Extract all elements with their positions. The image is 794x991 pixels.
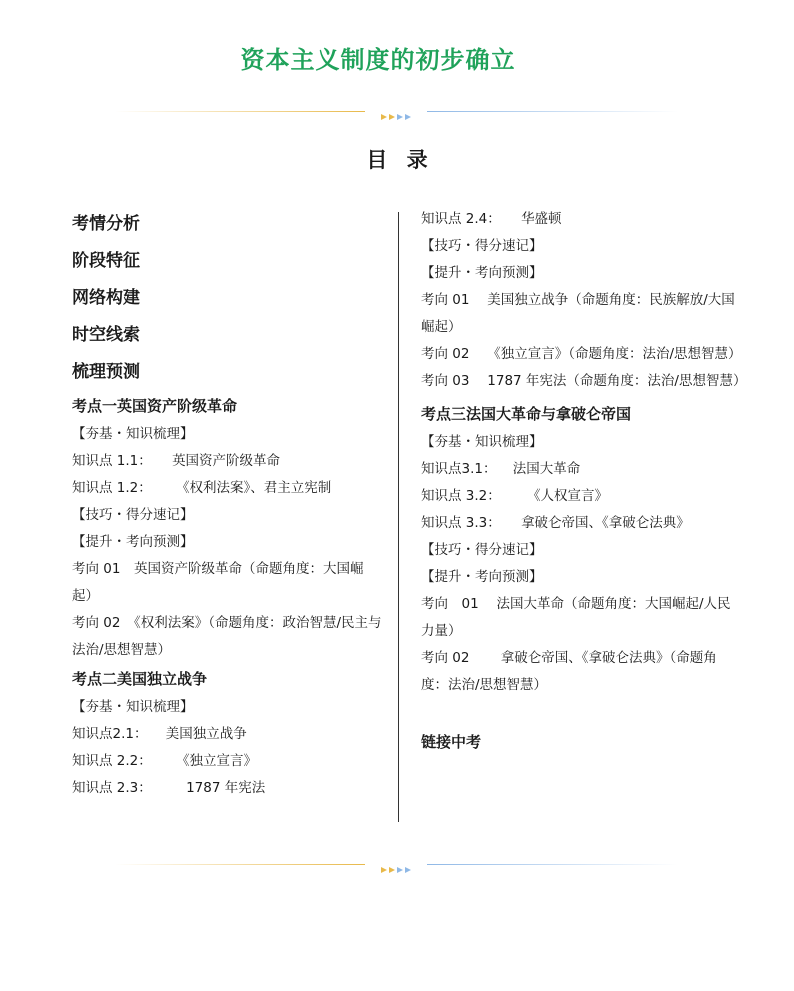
toc-knowledge-item[interactable]: 知识点2.1： 美国独立战争 <box>72 726 247 742</box>
arrow-ornament-icon <box>371 107 421 117</box>
toc-point-heading[interactable]: 考点一英国资产阶级革命 <box>72 397 238 415</box>
toc-section[interactable]: 考情分析 <box>72 214 140 234</box>
toc-subheading[interactable]: 【提升・考向预测】 <box>72 534 194 550</box>
toc-left-column <box>72 206 382 802</box>
toc-section[interactable]: 网络构建 <box>72 288 140 308</box>
toc-subheading[interactable]: 【夯基・知识梳理】 <box>72 426 194 442</box>
toc-subheading[interactable]: 【夯基・知识梳理】 <box>421 434 543 450</box>
toc-subheading[interactable]: 【提升・考向预测】 <box>421 569 543 585</box>
toc-section[interactable]: 梳理预测 <box>72 362 140 382</box>
toc-subheading[interactable]: 【技巧・得分速记】 <box>72 507 194 523</box>
toc-subheading[interactable]: 【夯基・知识梳理】 <box>72 699 194 715</box>
toc-subheading[interactable]: 【提升・考向预测】 <box>421 265 543 281</box>
toc-heading: 目 录 <box>366 148 434 172</box>
toc-direction-item[interactable]: 考向 02 拿破仑帝国、《拿破仑法典》（命题角度：法治/思想智慧） <box>421 650 717 693</box>
toc-knowledge-item[interactable]: 知识点3.1： 法国大革命 <box>421 461 581 477</box>
toc-section[interactable]: 时空线索 <box>72 325 140 345</box>
toc-direction-item[interactable]: 考向 01 法国大革命（命题角度：大国崛起/人民力量） <box>421 596 731 639</box>
toc-knowledge-item[interactable]: 知识点 1.2： 《权利法案》、君主立宪制 <box>72 480 332 496</box>
toc-knowledge-item[interactable]: 知识点 2.2： 《独立宣言》 <box>72 753 258 769</box>
ornamental-divider-bottom <box>115 860 678 870</box>
toc-point-heading[interactable]: 考点二美国独立战争 <box>72 670 208 688</box>
toc-knowledge-item[interactable]: 知识点 3.2： 《人权宣言》 <box>421 488 609 504</box>
toc-right-column <box>421 206 747 757</box>
toc-link-heading[interactable]: 链接中考 <box>421 733 482 751</box>
toc-subheading[interactable]: 【技巧・得分速记】 <box>421 238 543 254</box>
ornamental-divider-top <box>115 107 678 117</box>
toc-section[interactable]: 阶段特征 <box>72 251 140 271</box>
toc-direction-item[interactable]: 考向 01 美国独立战争（命题角度：民族解放/大国崛起） <box>421 292 735 335</box>
toc-direction-item[interactable]: 考向 03 1787 年宪法（命题角度：法治/思想智慧） <box>421 373 747 389</box>
toc-subheading[interactable]: 【技巧・得分速记】 <box>421 542 543 558</box>
column-divider <box>398 212 399 822</box>
toc-knowledge-item[interactable]: 知识点 1.1： 英国资产阶级革命 <box>72 453 281 469</box>
toc-knowledge-item[interactable]: 知识点 3.3： 拿破仑帝国、《拿破仑法典》 <box>421 515 690 531</box>
toc-direction-item[interactable]: 考向 02 《权利法案》（命题角度：政治智慧/民主与法治/思想智慧） <box>72 615 382 658</box>
toc-knowledge-item[interactable]: 知识点 2.3： 1787 年宪法 <box>72 780 266 796</box>
toc-point-heading[interactable]: 考点三法国大革命与拿破仑帝国 <box>421 405 632 423</box>
toc-direction-item[interactable]: 考向 02 《独立宣言》（命题角度：法治/思想智慧） <box>421 346 742 362</box>
document-title: 资本主义制度的初步确立 <box>240 46 516 74</box>
arrow-ornament-icon <box>371 860 421 870</box>
toc-knowledge-item[interactable]: 知识点 2.4： 华盛顿 <box>421 211 562 227</box>
toc-direction-item[interactable]: 考向 01 英国资产阶级革命（命题角度：大国崛起） <box>72 561 364 604</box>
